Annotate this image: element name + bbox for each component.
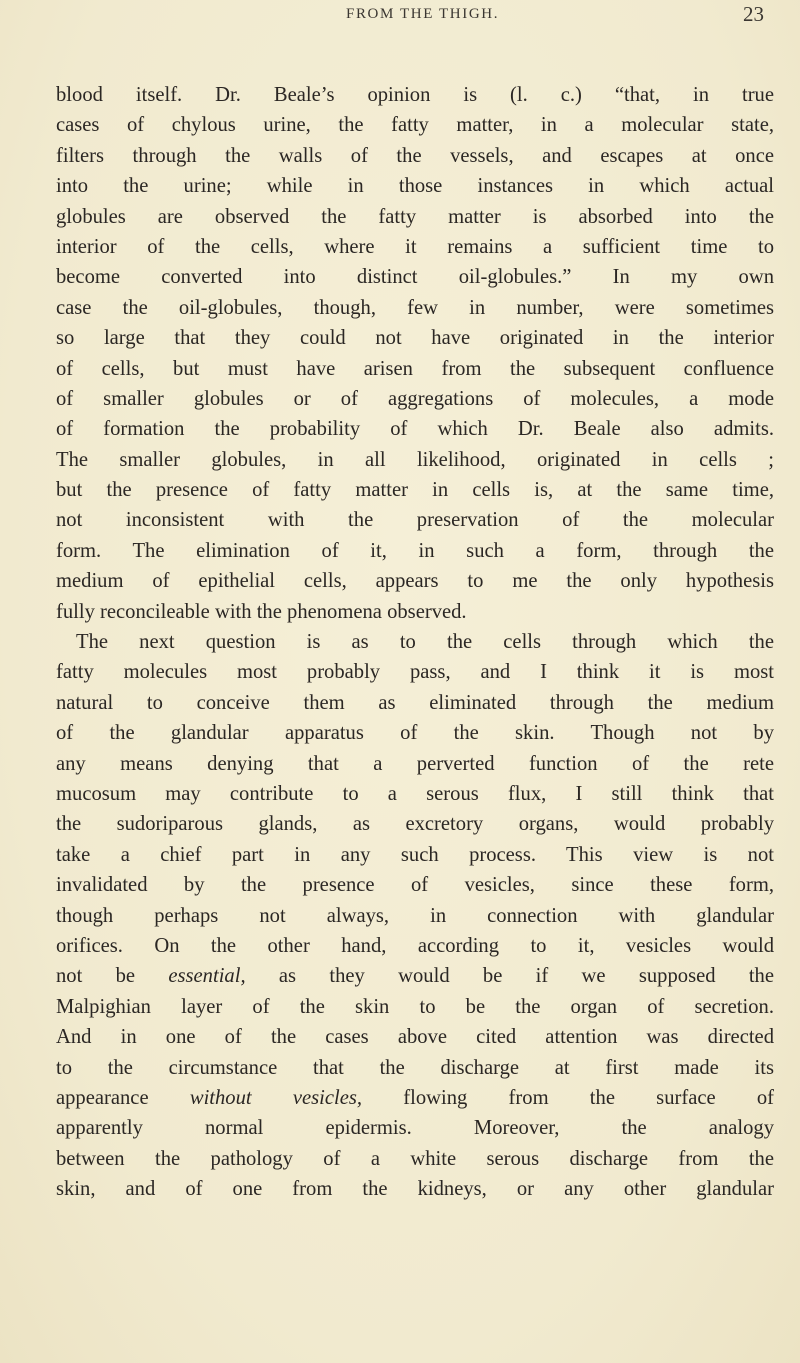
text-line: between the pathology of a white serous discharge from the — [56, 1147, 774, 1170]
text-segment: flowing from the surface of — [403, 1086, 775, 1109]
text-line: invalidated by the presence of vesicles, since these form, — [56, 874, 774, 897]
text-line: of formation the probability of which Dr. Beale also admits. — [56, 418, 774, 441]
text-segment: as they would be if we supposed the — [278, 965, 774, 988]
text-line: not inconsistent with the preservation of the molecular — [56, 509, 774, 532]
text-line: case the oil-globules, though, few in number, were sometimes — [56, 296, 774, 319]
text-line: medium of epithelial cells, appears to me the only hypothesis — [56, 570, 774, 593]
text-line-with-italic — [56, 1083, 774, 1113]
text-line: orifices. On the other hand, according to it, vesicles would — [56, 934, 774, 957]
text-line: to the circumstance that the discharge at first made its — [56, 1056, 774, 1079]
text-line: though perhaps not always, in connection with glandular — [56, 904, 774, 927]
text-line: The smaller globules, in all likelihood, originated in cells ; — [56, 448, 774, 471]
text-line: natural to conceive them as eliminated through the medium — [56, 691, 774, 714]
running-head — [0, 2, 800, 32]
paragraph-end-line: fully reconcileable with the phenomena observed. — [56, 600, 467, 623]
text-line: fatty molecules most probably pass, and I think it is most — [56, 661, 774, 684]
text-line: become converted into distinct oil-globules.” In my own — [56, 266, 774, 289]
text-line: take a chief part in any such process. This view is not — [56, 843, 774, 866]
text-line: of the glandular apparatus of the skin. Though not by — [56, 722, 774, 745]
text-line: so large that they could not have originated in the interior — [56, 327, 774, 350]
page-number: 23 — [743, 2, 764, 26]
text-line: but the presence of fatty matter in cells is, at the same time, — [56, 479, 774, 502]
text-line: mucosum may contribute to a serous flux, I still think that — [56, 782, 774, 805]
text-line: any means denying that a perverted function of the rete — [56, 752, 774, 775]
text-line: the sudoriparous glands, as excretory organs, would probably — [56, 813, 774, 836]
text-line: apparently normal epidermis. Moreover, the analogy — [56, 1117, 774, 1140]
text-line: filters through the walls of the vessels, and escapes at once — [56, 144, 774, 167]
text-line: of smaller globules or of aggregations of molecules, a mode — [56, 387, 774, 410]
text-segment: not be — [56, 965, 136, 988]
paragraph-start-line: The next question is as to the cells through which the — [76, 631, 774, 654]
text-line: interior of the cells, where it remains a sufficient time to — [56, 235, 774, 258]
text-line: of cells, but must have arisen from the subsequent confluence — [56, 357, 774, 380]
text-line: cases of chylous urine, the fatty matter, in a molecular state, — [56, 114, 774, 137]
running-head-title: FROM THE THIGH. — [346, 6, 500, 22]
body-text — [56, 80, 774, 1204]
italic-emphasis: essential, — [168, 965, 246, 988]
text-line: form. The elimination of it, in such a form, through the — [56, 539, 774, 562]
text-line: blood itself. Dr. Beale’s opinion is (l. c.) “that, in true — [56, 84, 774, 106]
text-line: Malpighian layer of the skin to be the organ of secretion. — [56, 995, 774, 1018]
text-line: skin, and of one from the kidneys, or any other glandular — [56, 1178, 774, 1201]
text-segment: appearance — [56, 1086, 149, 1109]
text-line: And in one of the cases above cited attention was directed — [56, 1026, 774, 1049]
text-line: globules are observed the fatty matter is absorbed into the — [56, 205, 774, 228]
italic-emphasis: without vesicles, — [189, 1086, 363, 1109]
text-line: into the urine; while in those instances in which actual — [56, 175, 774, 198]
text-line-with-italic — [56, 961, 774, 991]
